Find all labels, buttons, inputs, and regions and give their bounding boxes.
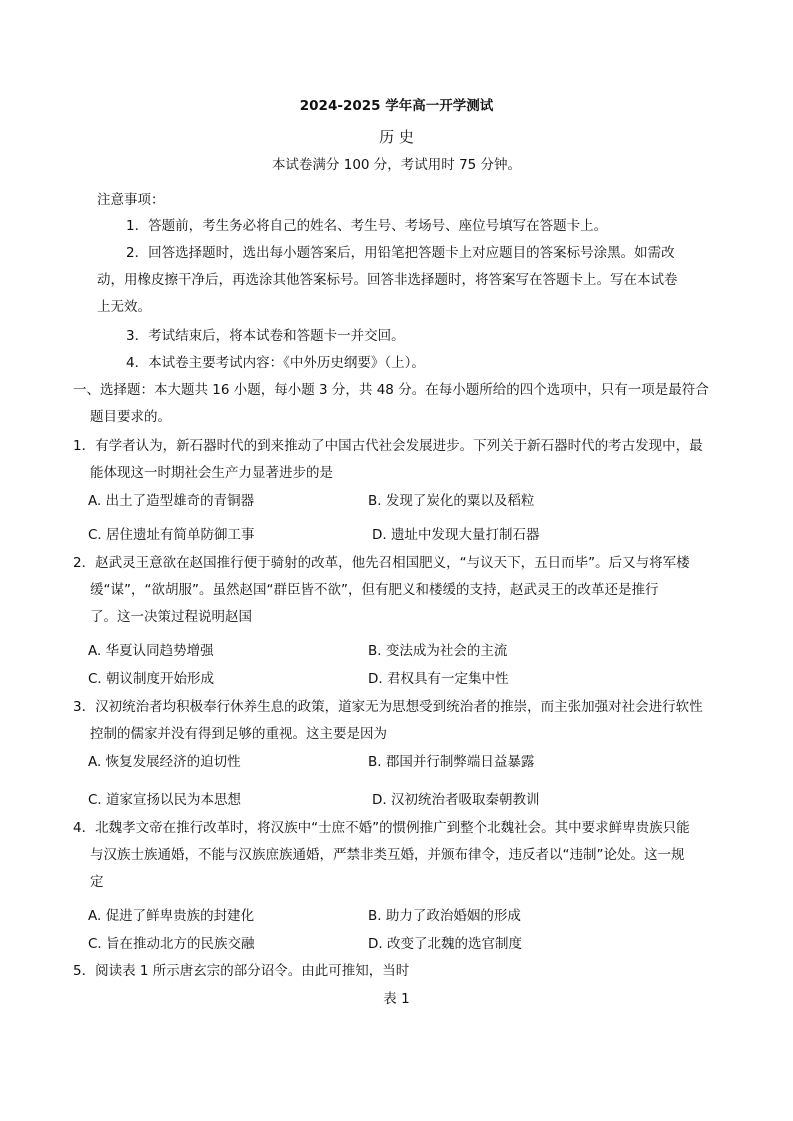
q3-option-b: B. 郡国并行制弊端日益暴露 (368, 754, 535, 770)
q1-option-a: A. 出土了造型雄奇的青铜器 (88, 493, 255, 509)
q2-stem-line-1: 2．赵武灵王意欲在赵国推行便于骑射的改革，他先召相国肥义，“与议天下，五日而毕”。后又与将军楼 (73, 555, 690, 571)
q3-stem-line-1: 3．汉初统治者均积极奉行休养生息的政策，道家无为思想受到统治者的推崇，而主张加强对社会进行软性 (73, 699, 703, 715)
q2-option-b: B. 变法成为社会的主流 (368, 643, 508, 659)
q1-option-b: B. 发现了炭化的粟以及稻粒 (368, 493, 535, 509)
q5-stem-line-1: 5．阅读表 1 所示唐玄宗的部分诏令。由此可推知，当时 (73, 963, 410, 979)
q1-option-d: D. 遗址中发现大量打制石器 (372, 527, 540, 543)
q4-option-d: D. 改变了北魏的选官制度 (368, 936, 522, 952)
q2-option-d: D. 君权具有一定集中性 (368, 671, 509, 687)
q1-stem-line-1: 1．有学者认为，新石器时代的到来推动了中国古代社会发展进步。下列关于新石器时代的考古发现中，最 (73, 438, 703, 454)
q4-option-b: B. 助力了政治婚姻的形成 (368, 908, 521, 924)
q4-stem-line-1: 4．北魏孝文帝在推行改革时，将汉族中“士庶不婚”的惯例推广到整个北魏社会。其中要求鲜卑贵族只能 (73, 820, 690, 836)
q3-option-c: C. 道家宣扬以民为本思想 (88, 792, 242, 808)
q2-stem-line-2: 缓“谋”，“欲胡服”。虽然赵国“群臣皆不欲”，但有肥义和楼缓的支持，赵武灵王的改革还是推行 (90, 582, 659, 598)
notice-item-2-line-3: 上无效。 (97, 299, 151, 315)
section-heading-line-2: 题目要求的。 (90, 409, 171, 425)
notice-item-2-line-1: 2．回答选择题时，选出每小题答案后，用铅笔把答题卡上对应题目的答案标号涂黑。如需改 (126, 245, 675, 261)
subject-title: 历 史 (379, 128, 414, 146)
q4-stem-line-3: 定 (90, 874, 104, 890)
q1-option-c: C. 居住遗址有简单防御工事 (88, 527, 255, 543)
q4-option-a: A. 促进了鲜卑贵族的封建化 (88, 908, 255, 924)
q2-option-c: C. 朝议制度开始形成 (88, 671, 215, 687)
notice-item-1: 1．答题前，考生务必将自己的姓名、考生号、考场号、座位号填写在答题卡上。 (126, 218, 608, 234)
q3-option-a: A. 恢复发展经济的迫切性 (88, 754, 241, 770)
q4-option-c: C. 旨在推动北方的民族交融 (88, 936, 255, 952)
notice-item-2-line-2: 动，用橡皮擦干净后，再选涂其他答案标号。回答非选择题时，将答案写在答题卡上。写在本试卷 (97, 272, 678, 288)
q2-option-a: A. 华夏认同趋势增强 (88, 643, 214, 659)
notice-item-4: 4．本试卷主要考试内容：《中外历史纲要》（上）。 (126, 355, 425, 371)
section-heading-line-1: 一、选择题：本大题共 16 小题，每小题 3 分，共 48 分。在每小题所给的四个选项中，只有一项是最符合 (73, 382, 709, 398)
notice-heading: 注意事项： (97, 192, 165, 208)
exam-title: 2024-2025 学年高一开学测试 (299, 98, 494, 114)
q3-option-d: D. 汉初统治者吸取秦朝教训 (372, 792, 540, 808)
q1-stem-line-2: 能体现这一时期社会生产力显著进步的是 (90, 465, 333, 481)
score-info: 本试卷满分 100 分，考试用时 75 分钟。 (271, 157, 522, 173)
q2-stem-line-3: 了。这一决策过程说明赵国 (90, 609, 252, 625)
notice-item-3: 3．考试结束后，将本试卷和答题卡一并交回。 (126, 328, 405, 344)
table-caption: 表 1 (383, 991, 410, 1007)
q3-stem-line-2: 控制的儒家并没有得到足够的重视。这主要是因为 (90, 726, 387, 742)
q4-stem-line-2: 与汉族士族通婚，不能与汉族庶族通婚，严禁非类互婚，并颁布律令，违反者以“违制”论处。这一规 (90, 847, 685, 863)
